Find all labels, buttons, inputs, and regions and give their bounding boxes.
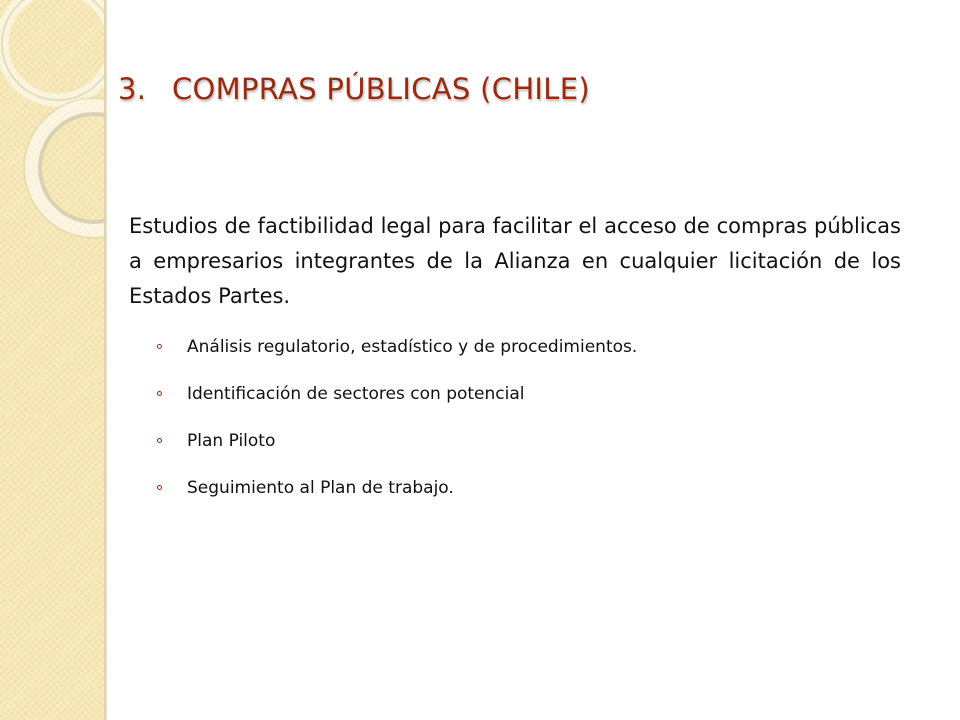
bullet-text: Seguimiento al Plan de trabajo. [187, 478, 454, 498]
slide-title [118, 72, 590, 106]
hollow-circle-bullet-icon [157, 344, 162, 349]
title-number: 3. [118, 72, 147, 106]
bullet-text: Análisis regulatorio, estadístico y de procedimientos. [187, 337, 638, 357]
bullet-text: Identificación de sectores con potencial [187, 384, 525, 404]
title-text: COMPRAS PÚBLICAS (CHILE) [172, 72, 590, 106]
hollow-circle-bullet-icon [157, 391, 162, 396]
hollow-circle-bullet-icon [157, 438, 162, 443]
bullet-list [129, 336, 901, 499]
content-body [129, 209, 901, 524]
bullet-text: Plan Piloto [187, 431, 276, 451]
list-item [129, 477, 901, 499]
list-item [129, 336, 901, 358]
hollow-circle-bullet-icon [157, 485, 162, 490]
list-item [129, 383, 901, 405]
concentric-rings-decoration [0, 0, 130, 240]
list-item [129, 430, 901, 452]
intro-paragraph: Estudios de factibilidad legal para facilitar el acceso de compras públicas a empresarios integrantes de la Alianza en cualquier licitación de los Estados Partes. [129, 214, 901, 308]
